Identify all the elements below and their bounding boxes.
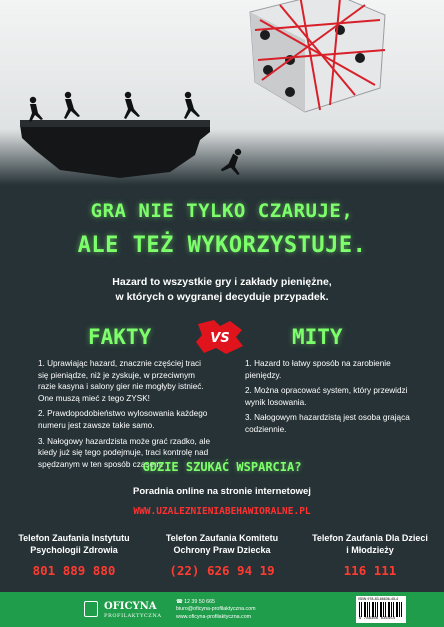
contact-web[interactable]: www.oficyna-profilaktyczna.com — [176, 613, 252, 620]
dice-icon — [250, 0, 385, 112]
phone-label-line-2: Ochrony Praw Dziecka — [173, 545, 271, 555]
help-url-link[interactable]: WWW.UZALEZNIENIABEHAWIORALNE.PL — [133, 506, 311, 517]
mity-heading: MITY — [292, 325, 343, 349]
phone-label-line-1: Telefon Zaufania Instytutu — [18, 533, 130, 543]
mit-item-3: 3. Nałogowym hazardzistą jest osoba grająca codziennie. — [245, 413, 410, 434]
phone-label-line-2: i Młodzieży — [346, 545, 394, 555]
vs-badge — [196, 320, 244, 358]
phone-label-line-1: Telefon Zaufania Komitetu — [165, 533, 279, 543]
help-online-text: Poradnia online na stronie internetowej — [133, 486, 311, 497]
phone-number[interactable]: (22) 626 94 19 — [169, 563, 275, 578]
cliff-rock — [20, 125, 210, 178]
dice-cliff-illustration — [0, 0, 444, 185]
publisher-contact — [176, 599, 256, 621]
fakt-item-1: 1. Uprawiając hazard, znacznie częściej traci się pieniądze, niż je zyskuje, w przeciwnym razie kasyna i salony gier nie mogłyby istnieć. One muszą mieć z tego ZYSK! — [38, 359, 204, 403]
publisher-name: OFICYNA — [104, 601, 157, 612]
phone-label-line-1: Telefon Zaufania Dla Dzieci — [312, 533, 428, 543]
fakt-item-2: 2. Prawdopodobieństwo wylosowania każdego numeru jest zawsze takie samo. — [38, 409, 208, 430]
fakty-list — [38, 358, 213, 474]
phone-number[interactable]: 801 889 880 — [32, 563, 116, 578]
phone-block-ipz — [0, 532, 148, 577]
mity-list — [245, 358, 420, 440]
logo-mark-icon — [84, 601, 98, 617]
lead-text — [40, 275, 404, 305]
slogan-line-2: ALE TEŻ WYKORZYSTUJE. — [77, 233, 367, 258]
hero-illustration — [0, 0, 444, 185]
mit-item-1: 1. Hazard to łatwy sposób na zarobienie pieniędzy. — [245, 359, 391, 380]
phone-number[interactable]: 116 111 — [343, 563, 397, 578]
vs-label: VS — [210, 331, 230, 346]
contact-email[interactable]: biuro@oficyna-profilaktyczna.com — [176, 606, 256, 613]
slogan-line-1: GRA NIE TYLKO CZARUJE, — [90, 200, 354, 222]
lead-line-1: Hazard to wszystkie gry i zakłady pieniężne, — [112, 276, 332, 288]
isbn-barcode — [356, 596, 406, 623]
fakt-item-3: 3. Nałogowy hazardzista może grać rzadko, ale kiedy już się tego podejmuje, traci kontrolę nad spędzanym w ten sposób czasem. — [38, 436, 211, 469]
falling-person-icon — [220, 147, 251, 180]
phone-block-kopd — [148, 532, 296, 577]
contact-phone: ☎ 12 39 50 665 — [176, 599, 215, 605]
running-people-icon — [29, 92, 200, 122]
barcode-icon — [359, 602, 403, 617]
lead-line-2: w których o wygranej decyduje przypadek. — [115, 291, 329, 303]
fakty-heading: FAKTY — [88, 325, 152, 349]
footer-bar — [0, 592, 444, 627]
phone-block-children — [296, 532, 444, 577]
publisher-subname: PROFILAKTYCZNA — [104, 613, 162, 619]
cliff-edge — [20, 120, 210, 127]
mit-item-2: 2. Można opracować system, który przewidzi wynik losowania. — [245, 386, 408, 407]
help-question: GDZIE SZUKAĆ WSPARCIA? — [142, 460, 302, 474]
vs-icon — [196, 320, 244, 354]
barcode-digits: 9 788366 636454 — [359, 617, 396, 621]
isbn-text: ISBN 978-83-66636-45-4 — [358, 597, 399, 601]
phone-label-line-2: Psychologii Zdrowia — [30, 545, 118, 555]
